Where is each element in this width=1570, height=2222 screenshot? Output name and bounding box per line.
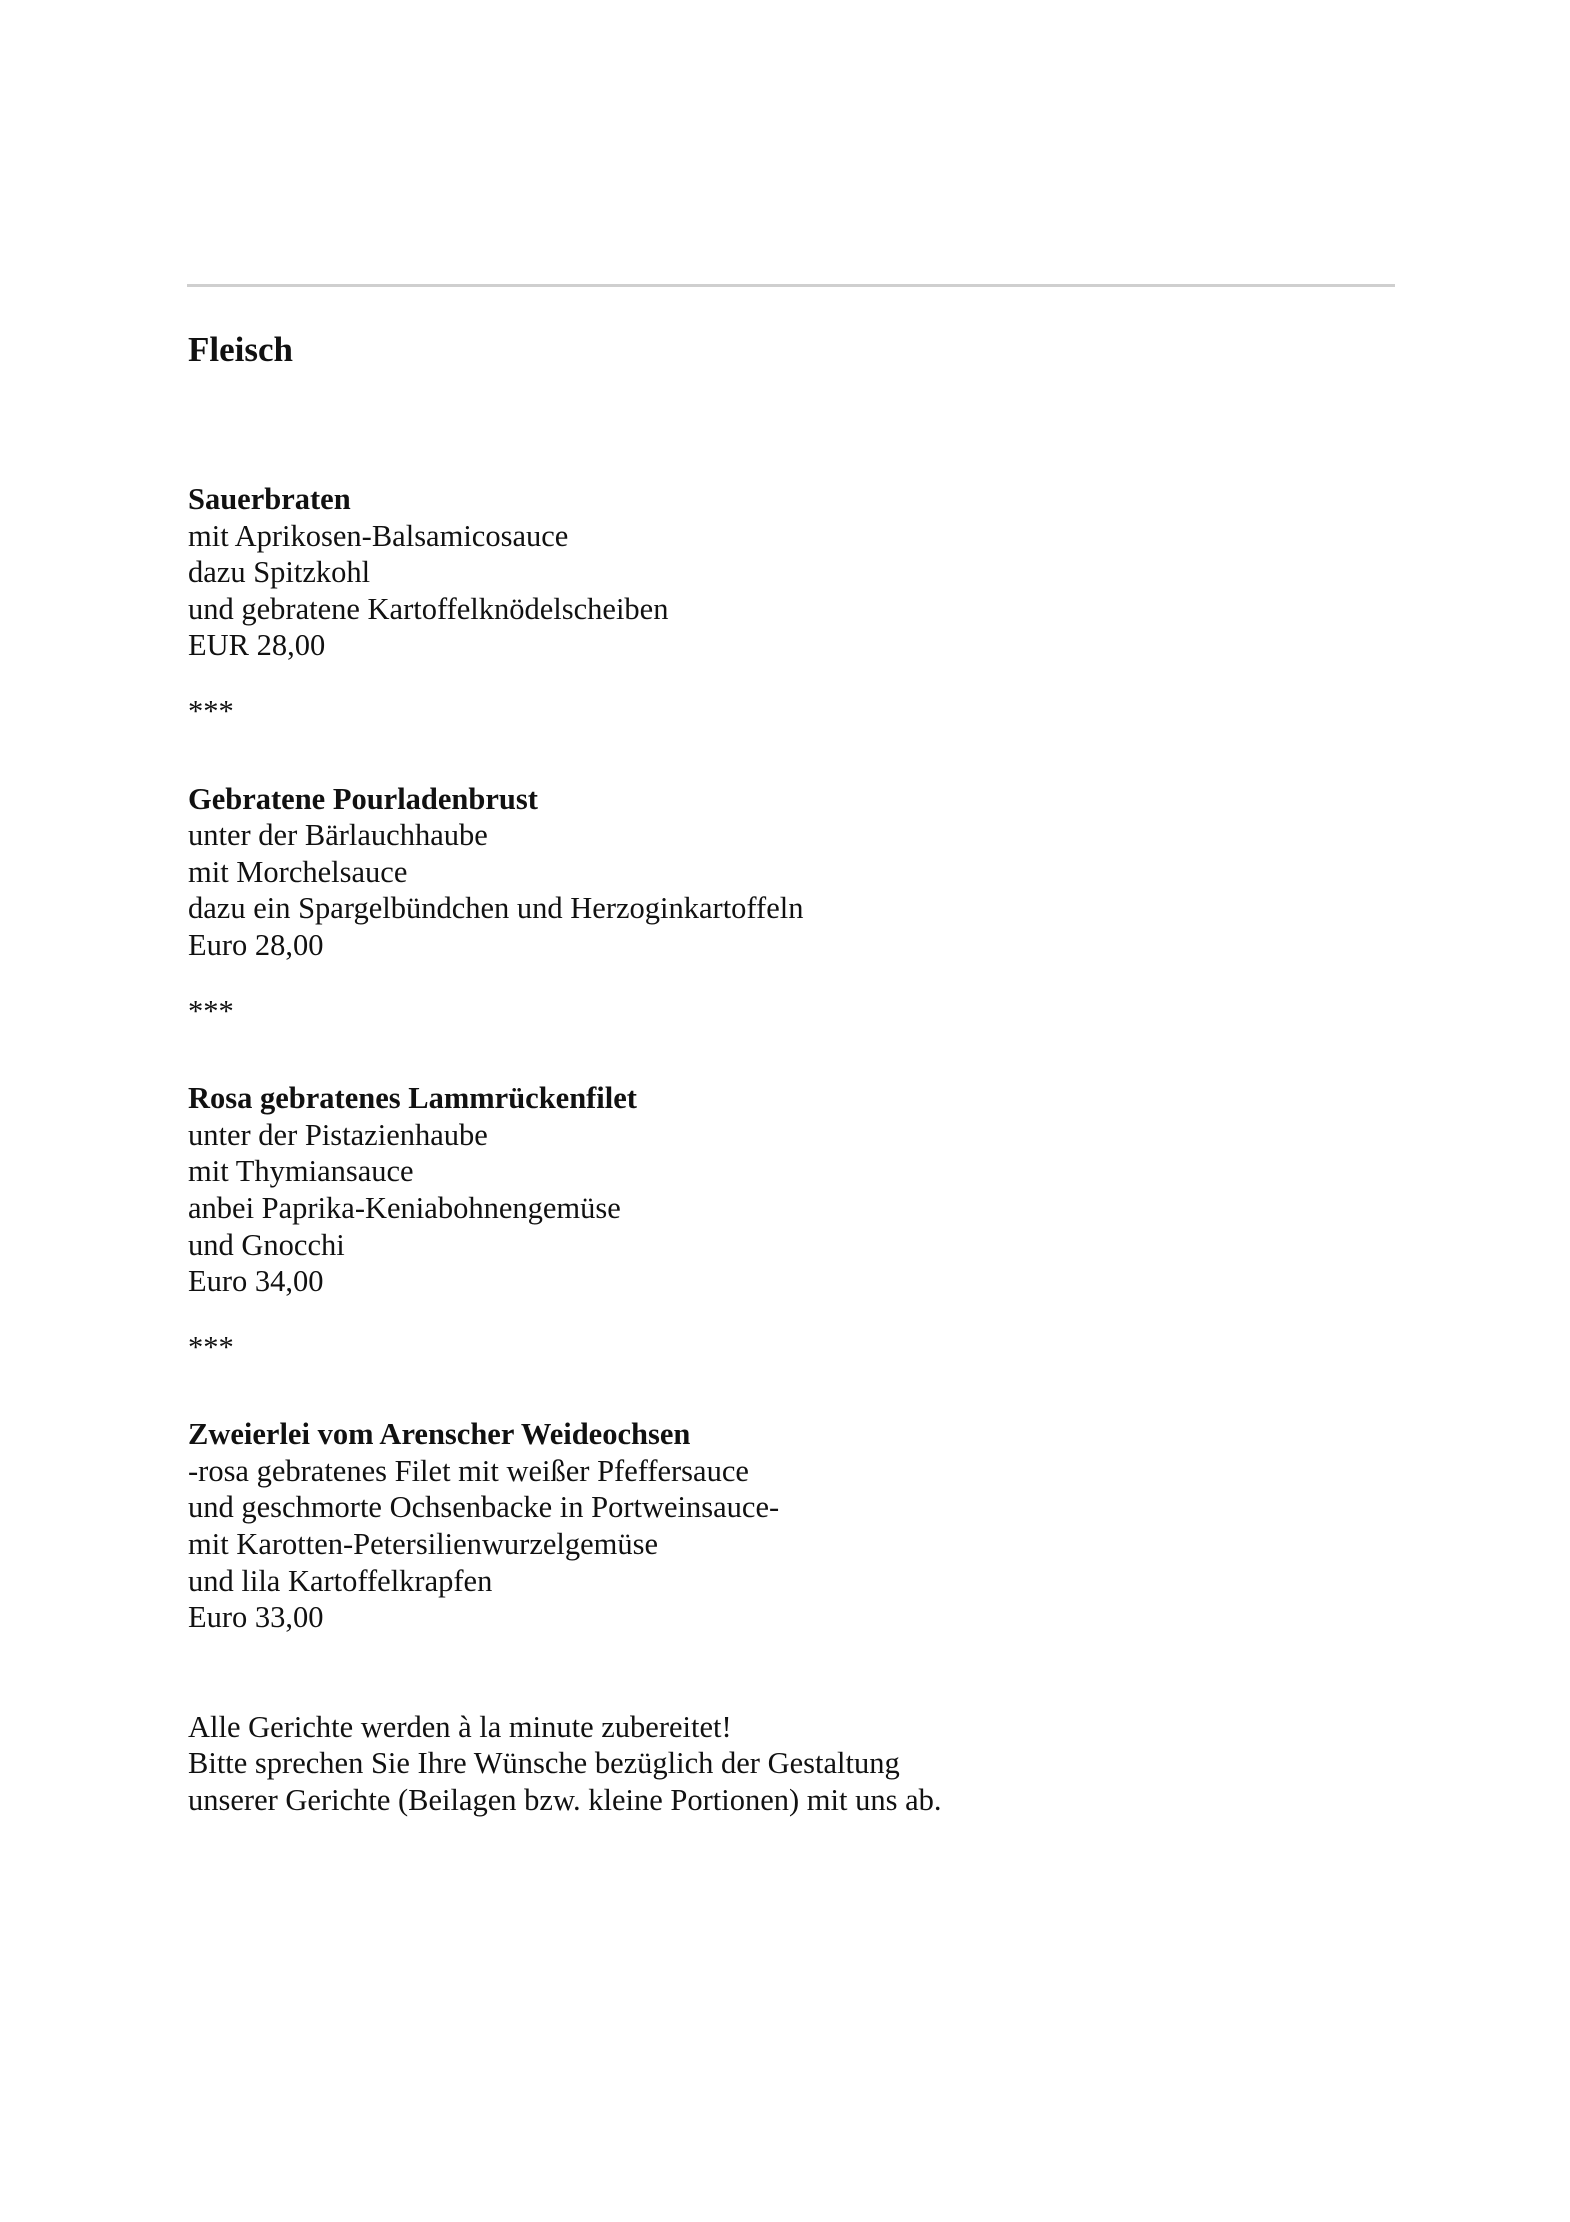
dish-description-line: -rosa gebratenes Filet mit weißer Pfeffersauce	[188, 1453, 749, 1488]
dish-description-line: unter der Bärlauchhaube	[188, 818, 488, 853]
dish-description-line: und Gnocchi	[188, 1227, 345, 1262]
note-line: unserer Gerichte (Beilagen bzw. kleine Portionen) mit uns ab.	[188, 1783, 942, 1818]
dish-price: Euro 34,00	[188, 1264, 324, 1299]
dish-description-line: mit Morchelsauce	[188, 854, 408, 889]
dish-description-line: anbei Paprika-Keniabohnengemüse	[188, 1190, 621, 1225]
dish-description-line: und geschmorte Ochsenbacke in Portweinsauce-	[188, 1490, 780, 1525]
dish-description-line: und gebratene Kartoffelknödelscheiben	[188, 591, 669, 626]
dish-separator: ***	[188, 693, 234, 728]
dish-name: Sauerbraten	[188, 482, 351, 516]
dish-price: Euro 33,00	[188, 1600, 324, 1635]
dish-separator: ***	[188, 1329, 234, 1364]
dish-description-line: unter der Pistazienhaube	[188, 1117, 488, 1152]
menu-content	[188, 481, 1388, 1819]
dish-item	[188, 781, 1388, 964]
dish-price: EUR 28,00	[188, 628, 326, 663]
dish-item	[188, 1416, 1388, 1636]
section-title: Fleisch	[188, 330, 293, 369]
dish-description-line: und lila Kartoffelkrapfen	[188, 1563, 493, 1598]
dish-item	[188, 1080, 1388, 1300]
dish-description-line: mit Karotten-Petersilienwurzelgemüse	[188, 1527, 659, 1562]
note-line: Alle Gerichte werden à la minute zubereitet!	[188, 1709, 732, 1744]
dish-description-line: dazu ein Spargelbündchen und Herzoginkartoffeln	[188, 891, 804, 926]
dish-price: Euro 28,00	[188, 927, 324, 962]
note-line: Bitte sprechen Sie Ihre Wünsche bezüglich der Gestaltung	[188, 1746, 900, 1781]
dish-name: Rosa gebratenes Lammrückenfilet	[188, 1081, 637, 1116]
dish-name: Gebratene Pourladenbrust	[188, 781, 538, 816]
service-note	[188, 1709, 1388, 1819]
horizontal-divider	[187, 284, 1395, 287]
dish-description-line: dazu Spitzkohl	[188, 555, 371, 590]
dish-name: Zweierlei vom Arenscher Weideochsen	[188, 1417, 691, 1452]
dish-separator: ***	[188, 993, 234, 1028]
dish-description-line: mit Thymiansauce	[188, 1154, 414, 1189]
dish-description-line: mit Aprikosen-Balsamicosauce	[188, 518, 569, 553]
dish-item	[188, 481, 1388, 664]
